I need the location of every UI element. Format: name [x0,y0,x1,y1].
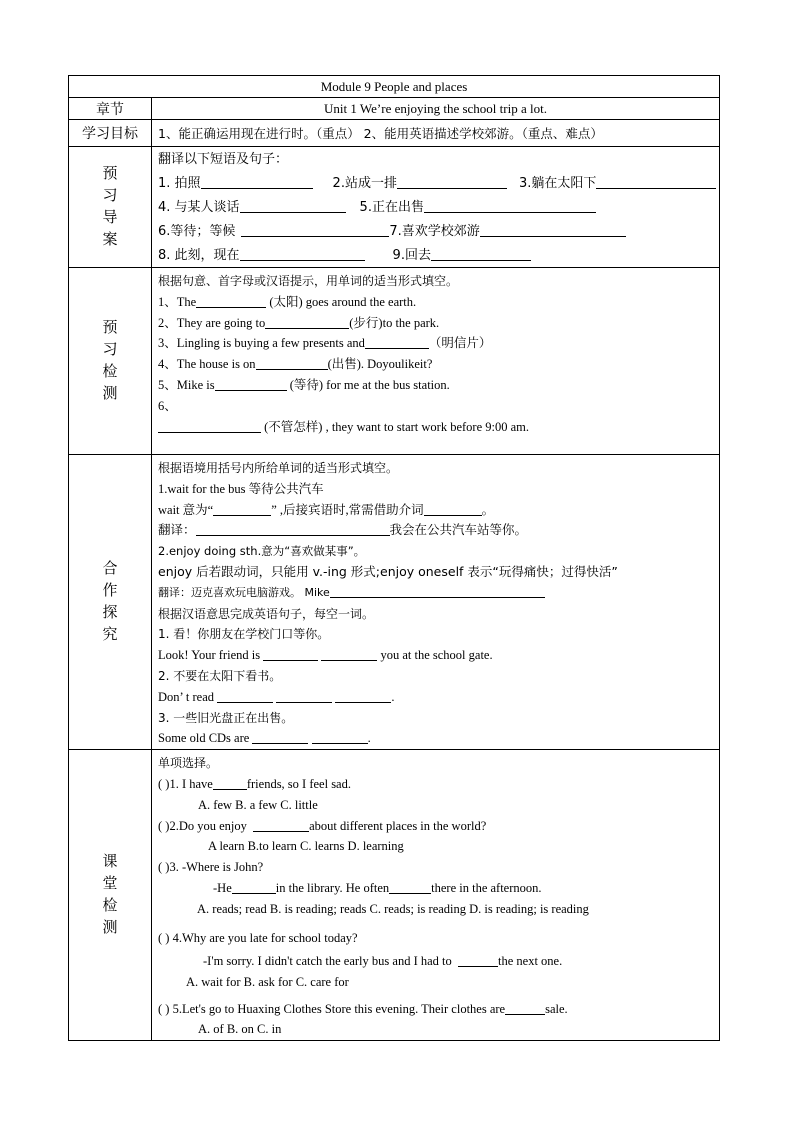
answer-blank[interactable] [276,688,332,703]
answer-blank[interactable] [196,293,266,308]
answer-blank[interactable] [253,817,309,832]
preview-item: 8. 此刻，现在 [158,247,240,263]
preview-item: 7.喜欢学校郊游 [389,223,480,239]
chapter-label: 章节 [69,98,152,120]
chapter-value: Unit 1 We’re enjoying the school trip a lot. [152,98,720,120]
quiz-intro: 单项选择。 [158,756,219,771]
answer-blank[interactable] [215,376,287,391]
study-guide-table [68,75,720,1041]
coop-intro-2: 根据汉语意思完成英语句子，每空一词。 [158,606,375,621]
check-label: 预 习 检 测 [69,268,152,455]
coop-label: 合 作 探 究 [69,455,152,750]
preview-intro: 翻译以下短语及句子： [158,152,289,167]
answer-blank[interactable] [458,952,498,967]
coop-intro: 根据语境用括号内所给单词的适当形式填空。 [158,461,399,475]
answer-blank[interactable] [265,314,349,329]
answer-blank[interactable] [240,198,346,213]
answer-blank[interactable] [321,646,377,661]
module-title: Module 9 People and places [69,76,720,98]
answer-blank[interactable] [158,418,261,433]
check-intro: 根据句意、首字母或汉语提示，用单词的适当形式填空。 [158,274,459,288]
preview-item: 4. 与某人谈话 [158,199,240,215]
answer-blank[interactable] [389,879,431,894]
answer-blank[interactable] [263,646,318,661]
answer-blank[interactable] [196,521,390,536]
answer-blank[interactable] [240,246,365,261]
check-section: 根据句意、首字母或汉语提示，用单词的适当形式填空。 1、The (太阳) goes around the earth. 2、They are going to (步行)to the park. 3、Lingling is buying a few presents and （明信片） 4、The house is on (出售). Doyoulikeit? 5、Mike is (等待) for me at the bus station. 6、 (不管怎样) , they want to start work before 9:00 am. [152,268,720,455]
answer-blank[interactable] [424,198,596,213]
answer-blank[interactable] [335,688,391,703]
preview-section [152,147,720,268]
quiz-options: A. reads; read B. is reading; reads C. reads; is reading D. is reading; is reading [197,901,589,916]
answer-blank[interactable] [241,222,389,237]
quiz-options: A. wait for B. ask for C. care for [186,974,349,989]
coop-section: 根据语境用括号内所给单词的适当形式填空。 1.wait for the bus 等待公共汽车 wait 意为“ ” ,后接宾语时,常需借助介词 。 翻译： 我会在公共汽车站等你。 2.enjoy doing sth.意为“喜欢做某事”。 enjoy 后若跟动词，只能用 v.-ing 形式;enjoy oneself 表示“玩得痛快；过得快活” 翻译：迈克喜欢玩电脑游戏。 Mike 根据汉语意思完成英语句子，每空一词。 1. 看！你朋友在学校门口等你。 Look! Your friend is you at the school gate. 2. 不要在太阳下看书。 Don’ t read . 3. 一些旧光盘正在出售。 Some old CDs are . [152,455,720,750]
answer-blank[interactable] [213,501,271,516]
answer-blank[interactable] [252,729,308,744]
preview-label: 预 习 导 案 [69,147,152,268]
quiz-options: A learn B.to learn C. learns D. learning [208,839,404,854]
answer-blank[interactable] [431,246,531,261]
preview-item: 1. 拍照 [158,175,201,191]
answer-blank[interactable] [424,501,482,516]
quiz-options: A. of B. on C. in [198,1022,282,1037]
answer-blank[interactable] [365,334,429,349]
preview-item: 5.正在出售 [359,199,424,215]
quiz-label: 课 堂 检 测 [69,750,152,1041]
answer-blank[interactable] [213,775,247,790]
preview-item: 2.站成一排 [332,175,397,191]
preview-item: 3.躺在太阳下 [518,175,597,191]
answer-blank[interactable] [397,174,507,189]
preview-item: 9.回去 [392,247,431,263]
quiz-section: 单项选择。 ( )1. I have friends, so I feel sad. A. few B. a few C. little ( )2.Do you enjoy about different places in the world? A learn B.to learn C. learns D. learning ( )3. -Where is John? -He in the library. He often there in the afternoon. A. reads; read B. is reading; reads C. reads; is reading D. is reading; is reading ( ) 4.Why are you late for school today? -I'm sorry. I didn't catch the early bus and I had to the next one. A. wait for B. ask for C. care for ( ) 5.Let's go to Huaxing Clothes Store this evening. Their clothes are sale. A. of B. on C. in [152,750,720,1041]
answer-blank[interactable] [201,174,313,189]
answer-blank[interactable] [217,688,273,703]
answer-blank[interactable] [232,879,276,894]
answer-blank[interactable] [480,222,626,237]
goal-value: 1、能正确运用现在进行时。（重点） 2、能用英语描述学校郊游。（重点、难点） [152,120,720,147]
answer-blank[interactable] [256,355,328,370]
answer-blank[interactable] [596,174,716,189]
answer-blank[interactable] [312,729,368,744]
answer-blank[interactable] [330,583,545,598]
goal-label: 学习目标 [69,120,152,147]
preview-item: 6.等待；等候 [158,223,236,239]
answer-blank[interactable] [505,1000,545,1015]
quiz-options: A. few B. a few C. little [198,797,318,812]
